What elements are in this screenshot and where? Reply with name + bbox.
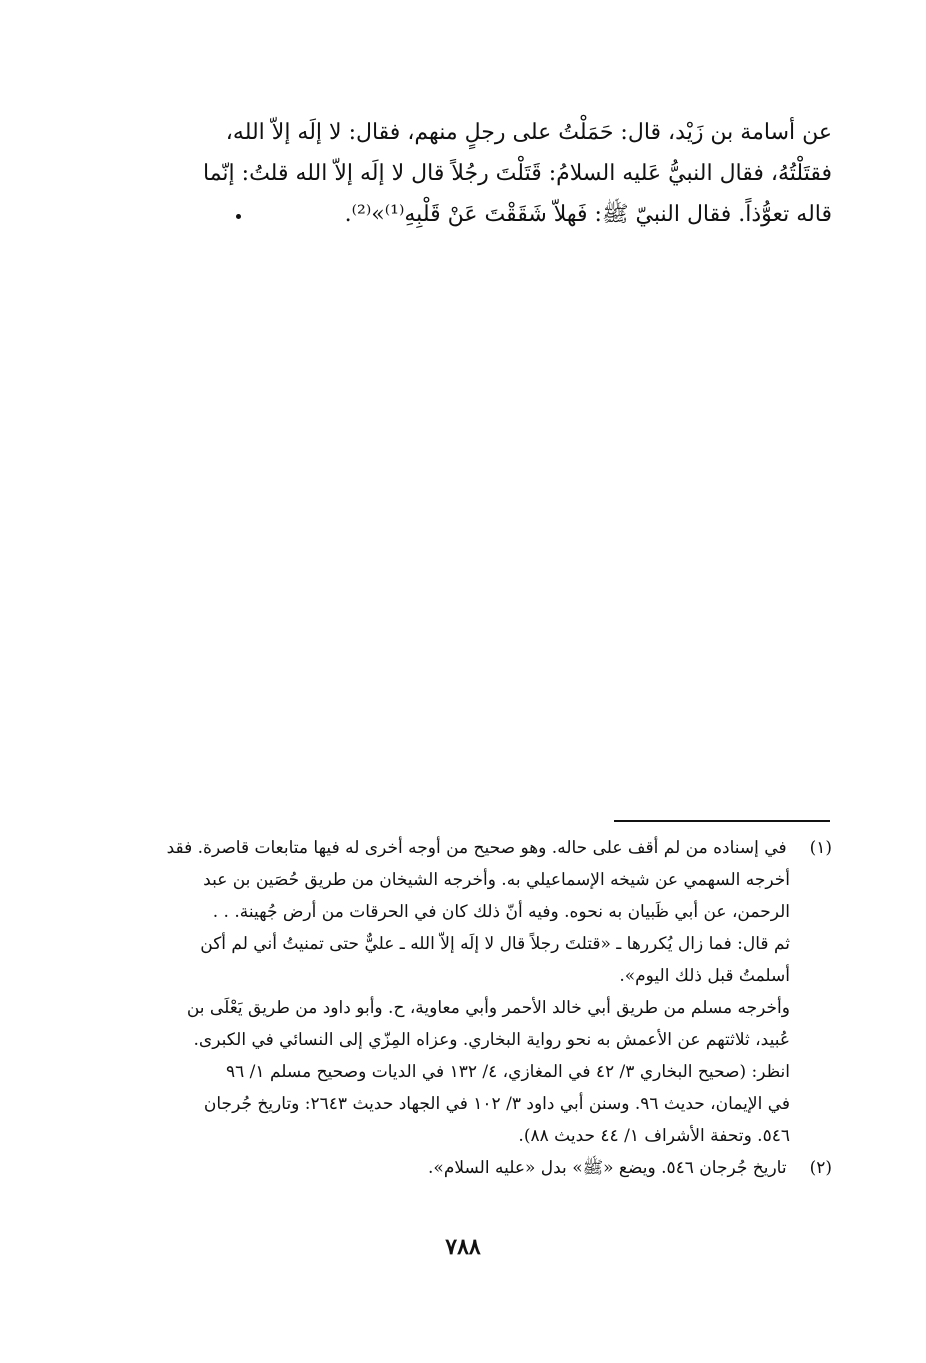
main-text-line: قاله تعوُّذاً. فقال النبيّ ﷺ: فَهلاّ شَقَقْتَ عَنْ قَلْبِهِ⁽¹⁾»⁽²⁾. — [344, 202, 832, 227]
footnote-text: ٥٤٦. وتحفة الأشراف ١/ ٤٤ حديث ٨٨). — [518, 1126, 790, 1146]
footnote-line — [120, 1056, 832, 1088]
footnote-separator-rule — [614, 820, 830, 822]
footnote-line — [120, 1088, 832, 1120]
footnote-line — [120, 960, 832, 992]
footnote-line — [120, 1024, 832, 1056]
stray-dot-mark — [236, 214, 241, 219]
footnote-text: تاريخ جُرجان ٥٤٦. ويضع «ﷺ» بدل «عليه السلام». — [428, 1158, 787, 1178]
main-text-line: عن أسامة بن زَيْد، قال: حَمَلْتُ على رجلٍ منهم، فقال: لا إلَه إلاّ الله، — [225, 120, 832, 145]
footnote-marker: (١) — [809, 838, 832, 858]
footnote-line — [120, 992, 832, 1024]
footnote-line — [120, 864, 832, 896]
footnote-line — [120, 1120, 832, 1152]
footnote-line — [120, 928, 832, 960]
footnote-text: أخرجه السهمي عن شيخه الإسماعيلي به. وأخرجه الشيخان من طريق حُصَين بن عبد — [203, 870, 790, 890]
footnotes-block — [120, 832, 832, 1184]
footnote-text: ثم قال: فما زال يُكررها ـ «قتلتَ رجلاً قال لا إلَه إلاّ الله ـ عليٌّ حتى تمنيتُ أني لم أكن — [200, 934, 790, 954]
footnote-line — [120, 832, 832, 864]
footnote-text: انظر: (صحيح البخاري ٣/ ٤٢ في المغازي، ٤/ ١٣٢ في الديات وصحيح مسلم ١/ ٩٦ — [226, 1062, 790, 1082]
main-text-block — [120, 112, 832, 235]
main-text-line: فقتَلْتُهُ، فقال النبيُّ عَليه السلامُ: قَتَلْتَ رجُلاً قال لا إلَه إلاّ الله قلتُ: إنّما — [203, 161, 832, 186]
footnote-text: الرحمن، عن أبي ظَبيان به نحوه. وفيه أنّ ذلك كان في الحرقات من أرض جُهينة. . . — [212, 902, 790, 922]
footnote-text: في الإيمان، حديث ٩٦. وسنن أبي داود ٣/ ١٠٢ في الجهاد حديث ٢٦٤٣: وتاريخ جُرجان — [203, 1094, 790, 1114]
footnote-text: أسلمتُ قبل ذلك اليوم». — [619, 966, 790, 986]
footnote-text: عُبيد، ثلاثتهم عن الأعمش به نحو رواية البخاري. وعزاه المِزّي إلى النسائي في الكبرى. — [193, 1030, 790, 1050]
footnote-text: في إسناده من لم أقف على حاله. وهو صحيح من أوجه أخرى له فيها متابعات قاصرة. فقد — [166, 838, 787, 858]
footnote-line — [120, 896, 832, 928]
footnote-text: وأخرجه مسلم من طريق أبي خالد الأحمر وأبي معاوية، ح. وأبو داود من طريق يَعْلَى بن — [186, 998, 790, 1018]
page-number: ٧٨٨ — [445, 1234, 481, 1260]
footnote-line — [120, 1152, 832, 1184]
footnote-marker: (٢) — [809, 1158, 832, 1178]
